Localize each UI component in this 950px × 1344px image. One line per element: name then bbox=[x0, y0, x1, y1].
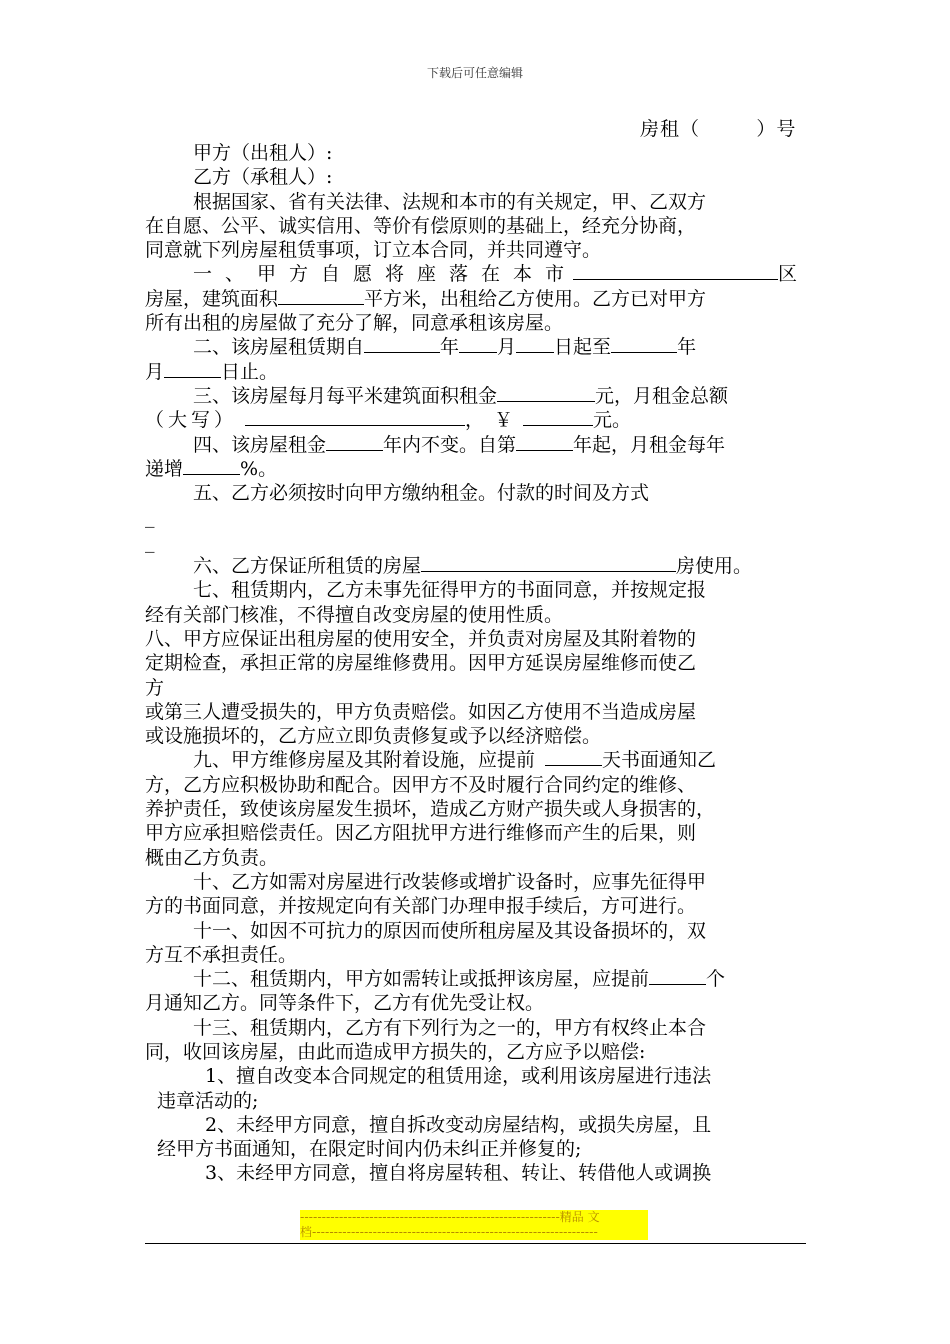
clause-text: 个 bbox=[706, 968, 726, 991]
clause-13-item-2: 经甲方书面通知，在限定时间内仍未纠正并修复的; bbox=[157, 1138, 582, 1161]
clause-9-line: 养护责任，致使该房屋发生损坏，造成乙方财产损失或人身损害的， bbox=[145, 798, 716, 821]
clause-text: 六、乙方保证所租赁的房屋 bbox=[193, 555, 422, 578]
area-blank bbox=[278, 287, 364, 305]
clause-13-line: 十三、租赁期内，乙方有下列行为之一的，甲方有权终止本合 bbox=[193, 1016, 707, 1039]
unit-rent-blank bbox=[497, 384, 595, 402]
clause-1-line: 所有出租的房屋做了充分了解，同意承租该房屋。 bbox=[145, 312, 564, 335]
clause-12-line: 月通知乙方。同等条件下，乙方有优先受让权。 bbox=[145, 992, 545, 1015]
clause-text: 区 bbox=[778, 263, 798, 286]
clause-9-line: 甲方应承担赔偿责任。因乙方阻扰甲方进行维修而产生的后果，则 bbox=[145, 822, 697, 845]
clause-8-line: 或第三人遭受损失的，甲方负责赔偿。如因乙方使用不当造成房屋 bbox=[145, 700, 697, 723]
clause-6-line bbox=[145, 554, 810, 578]
clause-4-line bbox=[145, 433, 810, 457]
clause-text: 日起至 bbox=[554, 336, 612, 359]
preamble-line: 根据国家、省有关法律、法规和本市的有关规定，甲、乙双方 bbox=[193, 190, 707, 213]
clause-8-line: 八、甲方应保证出租房屋的使用安全，并负责对房屋及其附着物的 bbox=[145, 627, 697, 650]
clause-11-line: 方互不承担责任。 bbox=[145, 943, 298, 966]
clause-text: ，￥ bbox=[465, 409, 524, 432]
clause-13-item-3: 3、未经甲方同意，擅自将房屋转租、转让、转借他人或调换 bbox=[205, 1162, 712, 1185]
clause-9-line: 概由乙方负责。 bbox=[145, 846, 279, 869]
clause-3-line bbox=[145, 408, 810, 432]
rent-amount-blank bbox=[523, 408, 593, 426]
preamble-line: 在自愿、公平、诚实信用、等价有偿原则的基础上，经充分协商， bbox=[145, 214, 697, 237]
clause-text: 年内不变。自第 bbox=[383, 433, 517, 456]
preamble-line: 同意就下列房屋租赁事项，订立本合同，并共同遵守。 bbox=[145, 239, 602, 262]
clause-8-line: 或设施损坏的，乙方应立即负责修复或予以经济赔偿。 bbox=[145, 725, 602, 748]
contract-number: 房租（ ）号 bbox=[640, 118, 797, 140]
clause-9-line: 方，乙方应积极协助和配合。因甲方不及时履行合同约定的维修、 bbox=[145, 773, 697, 796]
header-note: 下载后可任意编辑 bbox=[426, 66, 523, 80]
clause-text: 递增 bbox=[145, 457, 184, 480]
clause-text: 三、该房屋每月每平米建筑面积租金 bbox=[193, 384, 498, 407]
clause-text: 四、该房屋租金 bbox=[193, 433, 327, 456]
clause-text: %。 bbox=[240, 457, 278, 480]
clause-12-line bbox=[145, 967, 810, 991]
clause-10-line: 方的书面同意，并按规定向有关部门办理申报手续后，方可进行。 bbox=[145, 895, 697, 918]
start-day-blank bbox=[516, 335, 554, 353]
clause-text: 元，月租金总额 bbox=[595, 384, 729, 407]
clause-3-line bbox=[145, 384, 810, 408]
clause-2-line bbox=[145, 360, 810, 384]
clause-text: 日止。 bbox=[221, 360, 279, 383]
contract-body bbox=[145, 141, 810, 1186]
clause-8-line: 方 bbox=[145, 676, 165, 699]
clause-4-line bbox=[145, 457, 810, 481]
payment-blank-line: _ bbox=[145, 506, 155, 529]
clause-10-line: 十、乙方如需对房屋进行改装修或增扩设备时，应事先征得甲 bbox=[193, 870, 707, 893]
clause-text: 天书面通知乙 bbox=[602, 749, 717, 772]
clause-text: 房屋，建筑面积 bbox=[145, 287, 279, 310]
clause-7-line: 七、租赁期内，乙方未事先征得甲方的书面同意，并按规定报 bbox=[193, 579, 707, 602]
increase-rate-blank bbox=[183, 457, 240, 475]
rent-words-blank bbox=[245, 408, 465, 426]
clause-9-line bbox=[145, 748, 810, 772]
party-a-line: 甲方（出租人）: bbox=[193, 142, 333, 164]
clause-2-line bbox=[145, 335, 810, 359]
clause-5-line: 五、乙方必须按时向甲方缴纳租金。付款的时间及方式 bbox=[193, 482, 650, 505]
clause-13-item-2: 2、未经甲方同意，擅自拆改变动房屋结构，或损失房屋，且 bbox=[205, 1113, 712, 1136]
payment-blank-line: _ bbox=[145, 530, 155, 553]
fixed-years-blank bbox=[326, 433, 383, 451]
clause-text: 元。 bbox=[593, 409, 632, 432]
clause-11-line: 十一、如因不可抗力的原因而使所租房屋及其设备损坏的，双 bbox=[193, 919, 707, 942]
clause-7-line: 经有关部门核准，不得擅自改变房屋的使用性质。 bbox=[145, 603, 564, 626]
clause-text: 二、该房屋租赁期自 bbox=[193, 336, 365, 359]
clause-text: 年 bbox=[677, 336, 697, 359]
footer-line-2: 档------------------------------------------------------------------ bbox=[300, 1225, 648, 1240]
clause-text: 房使用。 bbox=[676, 555, 753, 578]
clause-text: 十二、租赁期内，甲方如需转让或抵押该房屋，应提前 bbox=[193, 968, 650, 991]
clause-1-line bbox=[145, 262, 810, 286]
clause-text: 平方米，出租给乙方使用。乙方已对甲方 bbox=[364, 287, 707, 310]
notice-days-blank bbox=[545, 748, 602, 766]
footer-watermark bbox=[300, 1210, 648, 1240]
end-month-blank bbox=[164, 360, 221, 378]
clause-13-item-1: 1、擅自改变本合同规定的租赁用途，或利用该房屋进行违法 bbox=[205, 1065, 712, 1088]
clause-text: 九、甲方维修房屋及其附着设施，应提前 bbox=[193, 749, 536, 772]
increase-year-blank bbox=[516, 433, 573, 451]
usage-blank bbox=[421, 554, 676, 572]
clause-text: 一、甲方自愿将座落在本市 bbox=[193, 263, 578, 286]
district-blank bbox=[573, 262, 778, 280]
clause-1-line bbox=[145, 287, 810, 311]
clause-text: 月 bbox=[145, 360, 165, 383]
clause-text: 年 bbox=[440, 336, 460, 359]
clause-text: 年起，月租金每年 bbox=[573, 433, 726, 456]
party-b-line: 乙方（承租人）: bbox=[193, 166, 333, 189]
clause-text: （大写） bbox=[145, 409, 238, 432]
clause-8-line: 定期检查，承担正常的房屋维修费用。因甲方延误房屋维修而使乙 bbox=[145, 652, 697, 675]
footer-line-1: ------------------------------------------------------------精品 文 bbox=[300, 1210, 648, 1225]
bottom-rule bbox=[145, 1243, 806, 1244]
clause-text: 月 bbox=[497, 336, 517, 359]
notice-months-blank bbox=[649, 967, 706, 985]
end-year-blank bbox=[611, 335, 677, 353]
start-year-blank bbox=[364, 335, 440, 353]
clause-13-item-1: 违章活动的; bbox=[157, 1089, 259, 1112]
clause-13-line: 同，收回该房屋，由此而造成甲方损失的，乙方应予以赔偿: bbox=[145, 1040, 646, 1063]
start-month-blank bbox=[459, 335, 497, 353]
